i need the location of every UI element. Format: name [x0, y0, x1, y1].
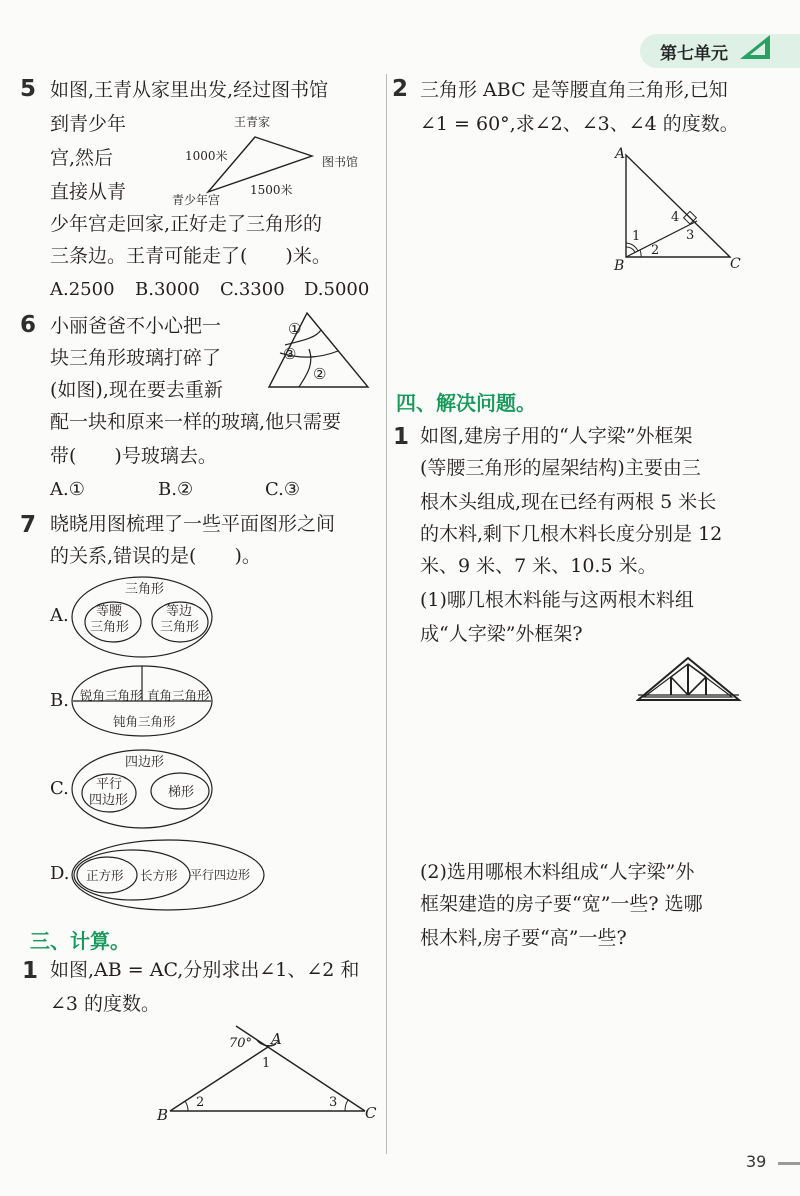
q5-option-c[interactable]: C.3300: [220, 279, 285, 300]
roof-truss-figure: [636, 655, 744, 705]
q6-line-4: 配一块和原来一样的玻璃,他只需要: [50, 411, 342, 433]
q7-number: 7: [20, 512, 37, 538]
q7-a-in1b: 三角形: [90, 620, 130, 635]
calc-q1-line-2: ∠3 的度数。: [50, 993, 161, 1015]
q7-d-s3: 平行四边形: [190, 868, 251, 882]
q5-library-label: 图书馆: [322, 155, 359, 169]
q6-line-1: 小丽爸爸不小心把一: [50, 315, 222, 337]
calc-q1-angle-label: 70°: [229, 1036, 253, 1051]
solve-q1-part2-line-1: (2)选用哪根木料组成“人字梁”外: [420, 861, 695, 883]
section-calc-title: 三、计算。: [30, 929, 130, 953]
q7-c-in1a: 平行: [96, 777, 123, 792]
q7-option-a-label[interactable]: A.: [50, 605, 69, 626]
solve-q1-number: 1: [393, 424, 410, 450]
calc-q1-angle-1: 1: [262, 1056, 271, 1071]
solve-q1-line-2: (等腰三角形的屋架结构)主要由三: [420, 457, 701, 479]
calc-q1-angle-3: 3: [329, 1095, 338, 1110]
q5-line-1: 如图,王青从家里出发,经过图书馆: [50, 79, 329, 101]
solve-q1-line-4: 的木料,剩下几根木料长度分别是 12: [420, 523, 723, 545]
q5-number: 5: [20, 76, 37, 102]
calc-q1-vertex-b: B: [157, 1106, 169, 1124]
calc-q1-number: 1: [22, 958, 39, 984]
q6-option-b[interactable]: B.②: [158, 479, 194, 500]
q2-vertex-c: C: [730, 256, 741, 272]
q7-b-s3: 钝角三角形: [113, 714, 176, 729]
q5-line-5: 少年宫走回家,正好走了三角形的: [50, 213, 323, 235]
q7-a-in2a: 等边: [166, 604, 193, 619]
q7-a-in2b: 三角形: [160, 620, 200, 635]
calc-q1-vertex-c: C: [365, 1104, 377, 1122]
q7-a-outer: 三角形: [125, 582, 165, 597]
q6-option-a[interactable]: A.①: [50, 479, 85, 500]
q5-option-b[interactable]: B.3000: [135, 279, 200, 300]
q7-line-2: 的关系,错误的是( )。: [50, 545, 261, 567]
q6-piece-1: ①: [288, 320, 302, 338]
q2-angle-1: 1: [632, 229, 641, 244]
q5-line-3: 宫,然后: [50, 147, 114, 169]
page-number: 39: [746, 1152, 767, 1171]
q5-side2-label: 1500米: [250, 183, 293, 197]
q2-line-1: 三角形 ABC 是等腰直角三角形,已知: [420, 79, 728, 101]
q7-c-outer: 四边形: [125, 755, 165, 770]
q7-b-s1: 锐角三角形: [80, 688, 143, 703]
q6-line-3: (如图),现在要去重新: [50, 379, 223, 401]
q6-line-5: 带( )号玻璃去。: [50, 445, 217, 467]
solve-q1-part1-line-2: 成“人字梁”外框架?: [420, 623, 583, 645]
q6-line-2: 块三角形玻璃打碎了: [50, 347, 222, 369]
q2-angle-2: 2: [651, 243, 660, 258]
q7-c-in2: 梯形: [168, 785, 195, 800]
solve-q1-line-3: 根木头组成,现在已经有两根 5 米长: [420, 491, 717, 513]
solve-q1-part2-line-3: 根木料,房子要“高”一些?: [420, 927, 627, 949]
q5-line-6: 三条边。王青可能走了( )米。: [50, 245, 331, 267]
column-divider: [386, 74, 387, 1154]
q2-vertex-b: B: [614, 258, 625, 274]
q7-d-s2: 长方形: [140, 868, 178, 883]
q6-number: 6: [20, 312, 37, 338]
q5-line-2: 到青少年: [50, 113, 127, 135]
q2-vertex-a: A: [615, 146, 626, 162]
q7-a-in1a: 等腰: [96, 604, 123, 619]
q5-youth-label: 青少年宫: [172, 193, 221, 207]
q7-d-s1: 正方形: [86, 868, 124, 883]
q5-home-label: 王青家: [234, 115, 271, 129]
q2-number: 2: [392, 76, 409, 102]
page-number-rule: [778, 1162, 800, 1165]
solve-q1-line-5: 米、9 米、7 米、10.5 米。: [420, 555, 657, 577]
q2-angle-3: 3: [686, 228, 695, 243]
q5-option-a[interactable]: A.2500: [50, 279, 115, 300]
q5-option-d[interactable]: D.5000: [304, 279, 370, 300]
calc-q1-triangle-figure: [150, 1020, 390, 1130]
calc-q1-line-1: 如图,AB = AC,分别求出∠1、∠2 和: [50, 959, 360, 981]
q7-c-in1b: 四边形: [89, 793, 129, 808]
unit-title: 第七单元: [660, 44, 728, 64]
section-solve-title: 四、解决问题。: [396, 391, 536, 415]
solve-q1-part2-line-2: 框架建造的房子要“宽”一些? 选哪: [420, 893, 703, 915]
q7-option-d-label[interactable]: D.: [50, 863, 70, 884]
solve-q1-part1-line-1: (1)哪几根木料能与这两根木料组: [420, 589, 694, 611]
q6-option-c[interactable]: C.③: [265, 479, 300, 500]
q6-piece-2: ②: [313, 365, 327, 383]
q2-triangle-figure: [610, 145, 750, 270]
q7-line-1: 晓晓用图梳理了一些平面图形之间: [50, 513, 336, 535]
q5-side1-label: 1000米: [185, 149, 228, 163]
q2-line-2: ∠1 = 60°,求∠2、∠3、∠4 的度数。: [420, 113, 739, 135]
calc-q1-angle-2: 2: [196, 1095, 205, 1110]
solve-q1-line-1: 如图,建房子用的“人字梁”外框架: [420, 425, 693, 447]
q7-b-s2: 直角三角形: [147, 688, 210, 703]
calc-q1-vertex-a: A: [271, 1030, 282, 1048]
q6-piece-3: ③: [283, 345, 297, 363]
q2-angle-4: 4: [671, 210, 680, 225]
q7-option-c-label[interactable]: C.: [50, 778, 69, 799]
q5-line-4: 直接从青: [50, 181, 127, 203]
q7-option-b-label[interactable]: B.: [50, 690, 69, 711]
triangle-ruler-icon: [738, 32, 774, 62]
